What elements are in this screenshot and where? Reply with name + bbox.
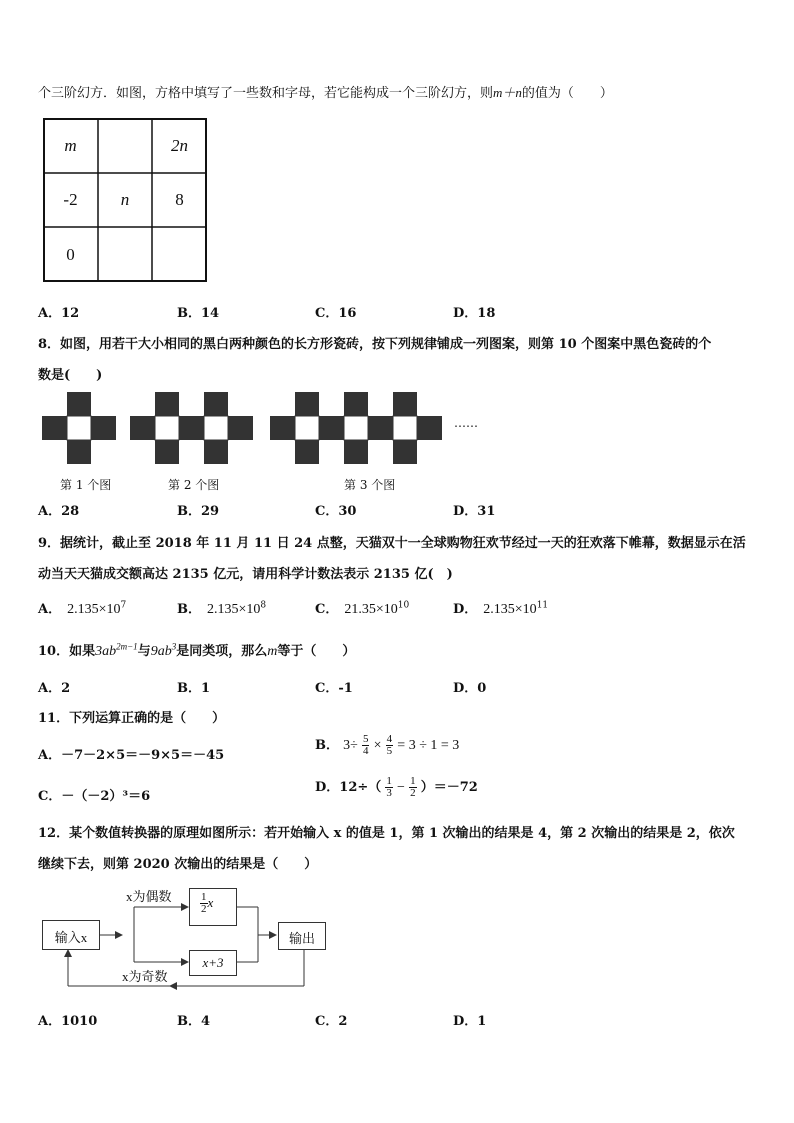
grid-cell: 0 <box>66 244 75 264</box>
q11-option-c[interactable]: C．－（－2）³＝6 <box>38 789 151 804</box>
q8-option-d[interactable]: D．31 <box>453 504 496 519</box>
pattern-1 <box>42 392 116 464</box>
fraction: $\frac{4}{5}$ <box>386 733 393 757</box>
q7-option-a[interactable]: A．12 <box>38 306 80 321</box>
q9-option-b[interactable]: B． $2.135\times 10^8$ <box>177 600 267 617</box>
q7-stem: 个三阶幻方．如图，方格中填写了一些数和字母，若它能构成一个三阶幻方，则m＋n的值为（ ） <box>38 85 613 101</box>
pattern-3 <box>270 392 442 464</box>
q11-stem: 11．下列运算正确的是（ ） <box>38 711 226 726</box>
q9-option-a[interactable]: A． $2.135\times 10^7$ <box>38 600 127 617</box>
q8-line2: 数是( ) <box>38 368 103 383</box>
q7-option-c[interactable]: C．16 <box>315 306 357 321</box>
half-box: $\frac{1}{2}$ x <box>189 888 237 926</box>
fraction: $\frac{1}{2}$ <box>201 891 207 915</box>
q12-line1: 12．某个数值转换器的原理如图所示：若开始输入 x 的值是 1，第 1 次输出的结果是 4，第 2 次输出的结果是 2，依次 <box>38 826 735 841</box>
q7-option-d[interactable]: D．18 <box>453 306 496 321</box>
q8-option-a[interactable]: A．28 <box>38 504 80 519</box>
q9-line2: 动当天天猫成交额高达 2135 亿元，请用科学计数法表示 2135 亿( ) <box>38 567 453 582</box>
grid-cell: n <box>120 190 130 209</box>
q10-option-c[interactable]: C．-1 <box>315 681 353 696</box>
grid-cell: 8 <box>175 190 184 209</box>
q12-option-c[interactable]: C．2 <box>315 1014 348 1029</box>
q12-option-b[interactable]: B．4 <box>177 1014 211 1029</box>
pattern-2 <box>130 392 253 464</box>
fraction: $\frac{1}{3}$ <box>386 775 392 799</box>
q9-option-d[interactable]: D． $2.135\times 10^{11}$ <box>453 600 549 617</box>
q8-option-b[interactable]: B．29 <box>177 504 220 519</box>
q10-option-b[interactable]: B．1 <box>177 681 211 696</box>
even-label: x为偶数 <box>126 889 172 904</box>
q11-option-b[interactable]: B． 3÷ $\frac{5}{4}$ × $\frac{4}{5}$ = 3 ÷ 1 = 3 <box>315 733 460 757</box>
q12-option-d[interactable]: D．1 <box>453 1014 487 1029</box>
q12-line2: 继续下去，则第 2020 次输出的结果是（ ） <box>38 857 318 872</box>
q10-option-a[interactable]: A．2 <box>38 681 71 696</box>
q7-expr: m＋n <box>493 85 522 100</box>
plus3-box: x+3 <box>189 950 237 976</box>
grid-cell: 2n <box>171 135 188 155</box>
q9-line1: 9．据统计，截止至 2018 年 11 月 11 日 24 点整，天猫双十一全球购物狂欢节经过一天的狂欢落下帷幕，数据显示在活 <box>38 536 746 551</box>
q12-option-a[interactable]: A．1010 <box>38 1014 98 1029</box>
caption-3: 第 3 个图 <box>344 478 396 492</box>
grid-cell <box>152 227 207 282</box>
converter-diagram <box>38 880 338 995</box>
q9-option-c[interactable]: C． $21.35\times 10^{10}$ <box>315 600 410 617</box>
input-box: 输入x <box>42 920 100 950</box>
q10-stem: 10．如果$3ab^{2m-1}$与$9ab^3$是同类项，那么m等于（ ） <box>38 641 356 659</box>
q8-option-c[interactable]: C．30 <box>315 504 357 519</box>
tile-patterns <box>40 390 480 470</box>
q11-option-a[interactable]: A．－7－2×5＝－9×5＝－45 <box>38 748 225 763</box>
odd-label: x为奇数 <box>122 969 168 984</box>
grid-cell: m <box>64 135 77 155</box>
q7-option-b[interactable]: B．14 <box>177 306 220 321</box>
magic-square-grid <box>43 118 207 282</box>
q10-option-d[interactable]: D．0 <box>453 681 487 696</box>
caption-2: 第 2 个图 <box>168 478 220 492</box>
grid-cell: -2 <box>63 190 78 209</box>
q8-line1: 8．如图，用若干大小相同的黑白两种颜色的长方形瓷砖，按下列规律铺成一列图案，则第 10 个图案中黑色瓷砖的个 <box>38 337 712 352</box>
q11-option-d[interactable]: D．12÷（ $\frac{1}{3}$ − $\frac{1}{2}$ ）＝－72 <box>315 775 478 799</box>
pattern-ellipsis: …… <box>454 416 478 430</box>
output-box: 输出 <box>278 922 326 950</box>
fraction: $\frac{1}{2}$ <box>410 775 416 799</box>
grid-cell <box>98 227 152 282</box>
caption-1: 第 1 个图 <box>60 478 112 492</box>
fraction: $\frac{5}{4}$ <box>362 733 369 757</box>
grid-cell <box>98 118 152 173</box>
